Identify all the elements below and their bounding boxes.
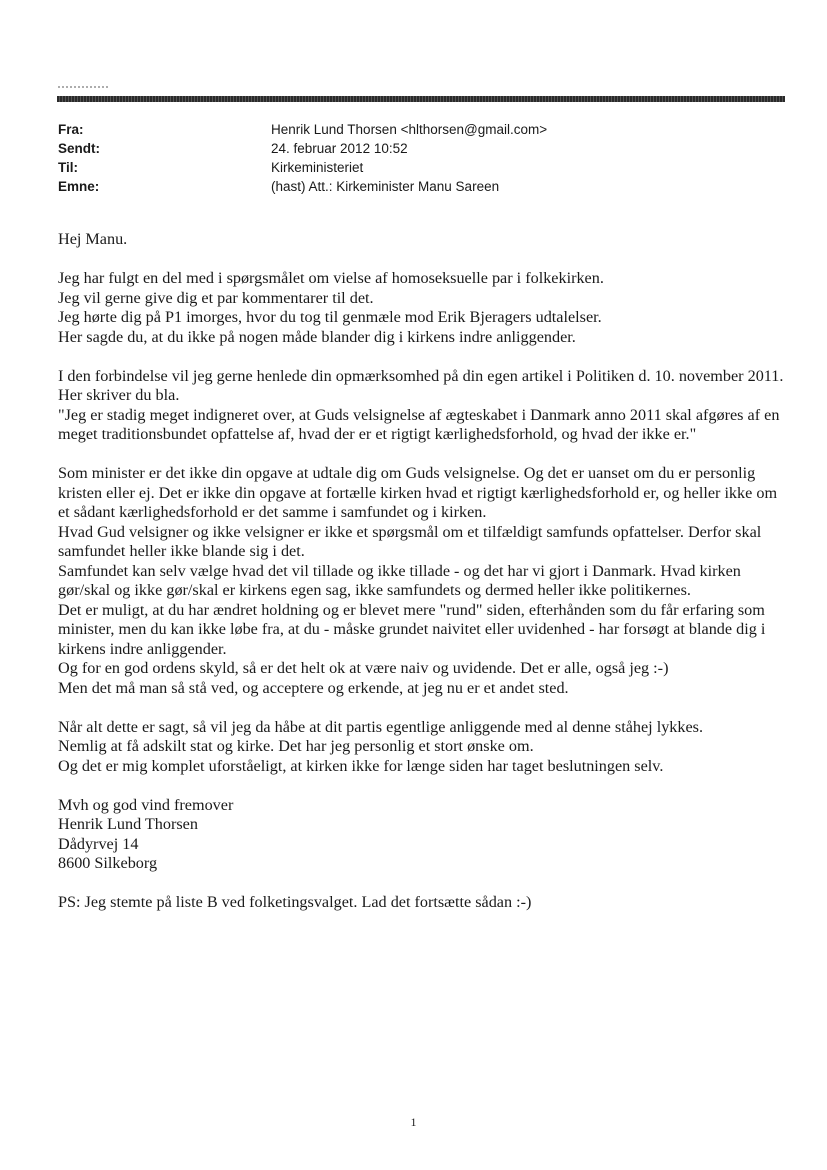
subject-value: (hast) Att.: Kirkeminister Manu Sareen: [271, 179, 500, 194]
greeting-line: Hej Manu.: [58, 230, 128, 248]
to-value: Kirkeministeriet: [271, 160, 364, 175]
signature-line: 8600 Silkeborg: [58, 854, 158, 872]
to-label: Til:: [58, 160, 78, 175]
body-line: Det er muligt, at du har ændret holdning og er blevet mere "rund" siden, efterhånden som du får erfaring som minister, men du kan ikke løbe fra, at du - måske grundet naivitet eller uvidenhed - har forsøgt at blande dig i kirkens indre anliggender.: [58, 600, 766, 658]
body-line: Nemlig at få adskilt stat og kirke. Det har jeg personlig et stort ønske om.: [58, 737, 534, 755]
body-line: Jeg hørte dig på P1 imorges, hvor du tog til genmæle mod Erik Bjeragers udtalelser.: [58, 308, 602, 326]
signature-line: Mvh og god vind fremover: [58, 795, 234, 814]
paragraph-1: [58, 269, 788, 347]
signature: [58, 796, 788, 874]
ps-line: PS: Jeg stemte på liste B ved folketingsvalget. Lad det fortsætte sådan :-): [58, 893, 532, 911]
body-line: Som minister er det ikke din opgave at udtale dig om Guds velsignelse. Og det er uanset om du er personlig kristen eller ej. Det er ikke din opgave at fortælle kirken hvad et rigtigt kærlighedsforhold er, og heller ikke om et sådant kærlighedsforhold er det samme i samfundet og i kirken.: [58, 464, 778, 521]
body-line: I den forbindelse vil jeg gerne henlede din opmærksomhed på din egen artikel i Politiken d. 10. november 2011.: [58, 366, 784, 385]
body-line: Jeg vil gerne give dig et par kommentarer til det.: [58, 288, 374, 307]
paragraph-2: [58, 367, 788, 445]
header-rule: [57, 96, 785, 102]
body-line: Og det er mig komplet uforståeligt, at kirken ikke for længe siden har taget beslutningen selv.: [58, 756, 664, 775]
from-value: Henrik Lund Thorsen <hlthorsen@gmail.com>: [271, 122, 548, 137]
paragraph-3: [58, 464, 788, 698]
body-line: Her sagde du, at du ikke på nogen måde blander dig i kirkens indre anliggender.: [58, 327, 576, 346]
body-line: Jeg har fulgt en del med i spørgsmålet om vielse af homoseksuelle par i folkekirken.: [58, 269, 604, 287]
page-number: 1: [410, 1115, 417, 1129]
body-line: Her skriver du bla.: [58, 386, 180, 404]
body-line: Samfundet kan selv vælge hvad det vil tillade og ikke tillade - og det har vi gjort i Danmark. Hvad kirken gør/skal og ikke gør/skal er kirkens egen sag, ikke samfundets og dermed heller ikke politikernes.: [58, 561, 741, 599]
email-body: [58, 230, 788, 932]
greeting: [58, 230, 788, 250]
subject-label: Emne:: [58, 179, 100, 194]
body-line: Og for en god ordens skyld, så er det helt ok at være naiv og uvidende. Det er alle, også jeg :-): [58, 659, 669, 677]
quote-line: "Jeg er stadig meget indigneret over, at Guds velsignelse af ægteskabet i Danmark anno 2011 skal afgøres af en meget traditionsbundet opfattelse af, hvad der er et rigtigt kærlighedsforhold, og hvad der ikke er.": [58, 405, 780, 443]
body-line: Når alt dette er sagt, så vil jeg da håbe at dit partis egentlige anliggende med al denne ståhej lykkes.: [58, 717, 704, 736]
sent-value: 24. februar 2012 10:52: [271, 141, 408, 156]
signature-line: Henrik Lund Thorsen: [58, 815, 198, 833]
body-line: Hvad Gud velsigner og ikke velsigner er ikke et spørgsmål om et tilfældigt samfunds opfattelser. Derfor skal samfundet heller ikke blande sig i det.: [58, 522, 762, 560]
from-label: Fra:: [58, 122, 84, 137]
sent-label: Sendt:: [58, 141, 100, 156]
body-line: Men det må man så stå ved, og acceptere og erkende, at jeg nu er et andet sted.: [58, 678, 569, 697]
signature-line: Dådyrvej 14: [58, 834, 139, 853]
scan-artifact: [58, 86, 108, 94]
paragraph-4: [58, 718, 788, 777]
postscript: [58, 893, 788, 913]
